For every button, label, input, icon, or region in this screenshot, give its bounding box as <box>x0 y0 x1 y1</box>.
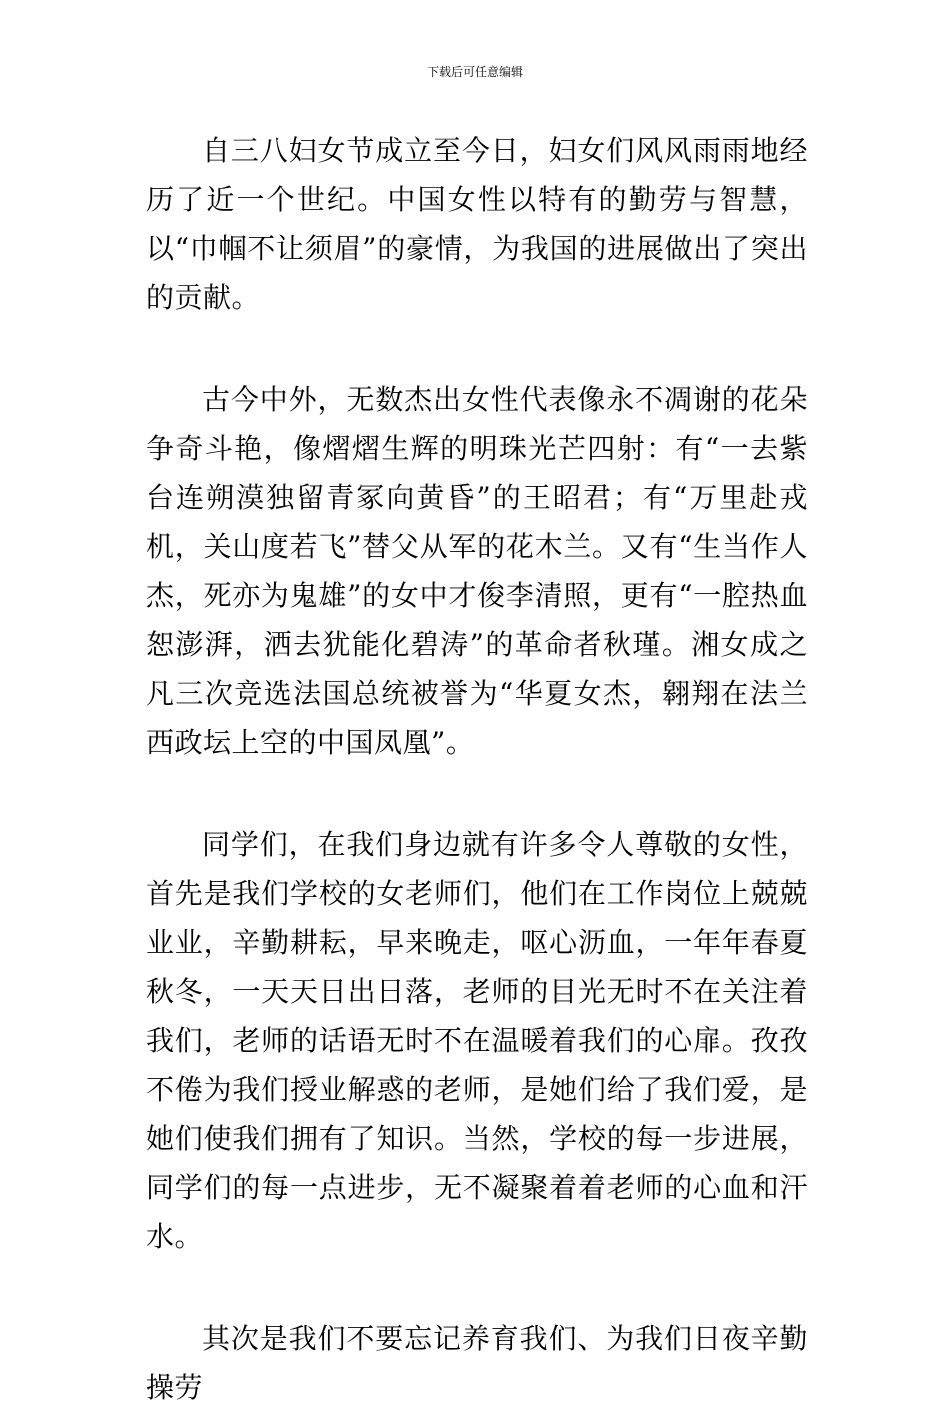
paragraph-1: 自三八妇女节成立至今日，妇女们风风雨雨地经历了近一个世纪。中国女性以特有的勤劳与智慧，以“巾帼不让须眉”的豪情，为我国的进展做出了突出的贡献。 <box>146 134 808 314</box>
paragraph-2: 古今中外，无数杰出女性代表像永不凋谢的花朵争奇斗艳，像熠熠生辉的明珠光芒四射：有“一去紫台连朔漠独留青冢向黄昏”的王昭君；有“万里赴戎机，关山度若飞”替父从军的花木兰。又有“生当作人杰，死亦为鬼雄”的女中才俊李清照，更有“一腔热血恕澎湃，洒去犹能化碧涛”的革命者秋瑾。湘女成之凡三次竞选法国总统被誉为“华夏女杰，翱翔在法兰西政坛上空的中国凤凰”。 <box>146 383 808 759</box>
page-header: 下载后可任意编辑 <box>426 65 523 79</box>
document-body <box>146 126 808 1412</box>
paragraph-3: 同学们，在我们身边就有许多令人尊敬的女性，首先是我们学校的女老师们，他们在工作岗位上兢兢业业，辛勤耕耘，早来晚走，呕心沥血，一年年春夏秋冬，一天天日出日落，老师的目光无时不在关注着我们，老师的话语无时不在温暖着我们的心扉。孜孜不倦为我们授业解惑的老师，是她们给了我们爱，是她们使我们拥有了知识。当然，学校的每一步进展，同学们的每一点进步，无不凝聚着着老师的心血和汗水。 <box>146 828 808 1253</box>
paragraph-4: 其次是我们不要忘记养育我们、为我们日夜辛勤操劳 <box>146 1322 808 1404</box>
